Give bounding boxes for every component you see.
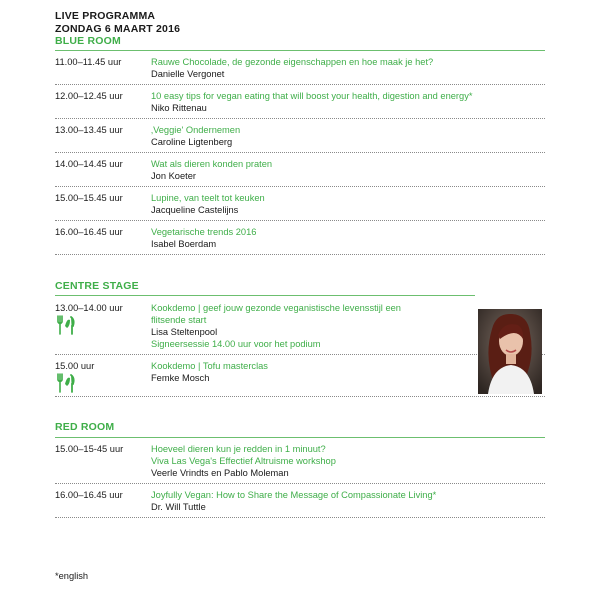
session-title: 10 easy tips for vegan eating that will boost your health, digestion and energy* <box>151 90 473 101</box>
session-title: Lupine, van teelt tot keuken <box>151 192 265 203</box>
session-speaker: Dr. Will Tuttle <box>151 501 206 512</box>
session-speaker: Niko Rittenau <box>151 102 207 113</box>
footnote: *english <box>55 571 89 581</box>
session-time: 15.00–15-45 uur <box>55 443 124 454</box>
session-title-continued: flitsende start <box>151 315 207 325</box>
session-speaker: Caroline Ligtenberg <box>151 136 233 147</box>
session-title-continued: Viva Las Vega's Effectief Altruisme workshop <box>151 455 336 466</box>
session-speaker: Jacqueline Castelijns <box>151 204 239 215</box>
session-speaker: Isabel Boerdam <box>151 238 217 249</box>
red-room-title: RED ROOM <box>55 421 115 433</box>
programme-date: ZONDAG 6 MAART 2016 <box>55 22 181 35</box>
session-title: Rauwe Chocolade, de gezonde eigenschappen en hoe maak je het? <box>151 56 434 67</box>
red-room-session <box>55 438 545 483</box>
session-time: 13.00–13.45 uur <box>55 124 123 135</box>
blue-room-session <box>55 153 545 186</box>
red-room-session <box>55 484 545 517</box>
session-speaker: Femke Mosch <box>151 373 210 383</box>
session-speaker: Lisa Steltenpool <box>151 327 218 337</box>
cutlery-icon <box>55 314 77 336</box>
session-title: Hoeveel dieren kun je redden in 1 minuut? <box>151 443 326 454</box>
session-speaker: Danielle Vergonet <box>151 68 225 79</box>
session-title: Wat als dieren konden praten <box>151 158 273 169</box>
centre-stage-title: CENTRE STAGE <box>55 279 139 292</box>
session-note: Signeersessie 14.00 uur voor het podium <box>151 339 321 349</box>
blue-room-session <box>55 187 545 220</box>
cutlery-icon <box>55 372 77 394</box>
session-title: Joyfully Vegan: How to Share the Message of Compassionate Living* <box>151 489 437 500</box>
blue-room-session <box>55 51 545 84</box>
session-time: 14.00–14.45 uur <box>55 158 123 169</box>
session-time: 16.00–16.45 uur <box>55 489 123 500</box>
session-speaker: Jon Koeter <box>151 170 196 181</box>
session-title: Kookdemo | geef jouw gezonde veganistische levensstijl een <box>151 303 401 313</box>
session-time: 15.00 uur <box>55 361 95 371</box>
session-title: Vegetarische trends 2016 <box>151 226 257 237</box>
session-time: 15.00–15.45 uur <box>55 192 123 203</box>
session-time: 11.00–11.45 uur <box>55 56 122 67</box>
centre-stage-session <box>55 355 545 396</box>
session-divider <box>55 517 545 518</box>
blue-room-session <box>55 119 545 152</box>
session-divider <box>55 396 545 397</box>
session-time: 12.00–12.45 uur <box>55 90 123 101</box>
blue-room-session <box>55 221 545 254</box>
centre-stage-session <box>55 296 545 354</box>
session-speaker: Veerle Vrindts en Pablo Moleman <box>151 467 289 478</box>
session-title: Kookdemo | Tofu masterclas <box>151 361 268 371</box>
session-title: ‚Veggie' Ondernemen <box>151 124 241 135</box>
blue-room-session <box>55 85 545 118</box>
session-time: 16.00–16.45 uur <box>55 226 123 237</box>
session-time: 13.00–14.00 uur <box>55 303 123 313</box>
session-divider <box>55 254 545 255</box>
programme-title: LIVE PROGRAMMA <box>55 10 156 22</box>
programme-page <box>55 10 545 518</box>
blue-room-title: BLUE ROOM <box>55 35 121 47</box>
speaker-photo <box>478 309 542 394</box>
